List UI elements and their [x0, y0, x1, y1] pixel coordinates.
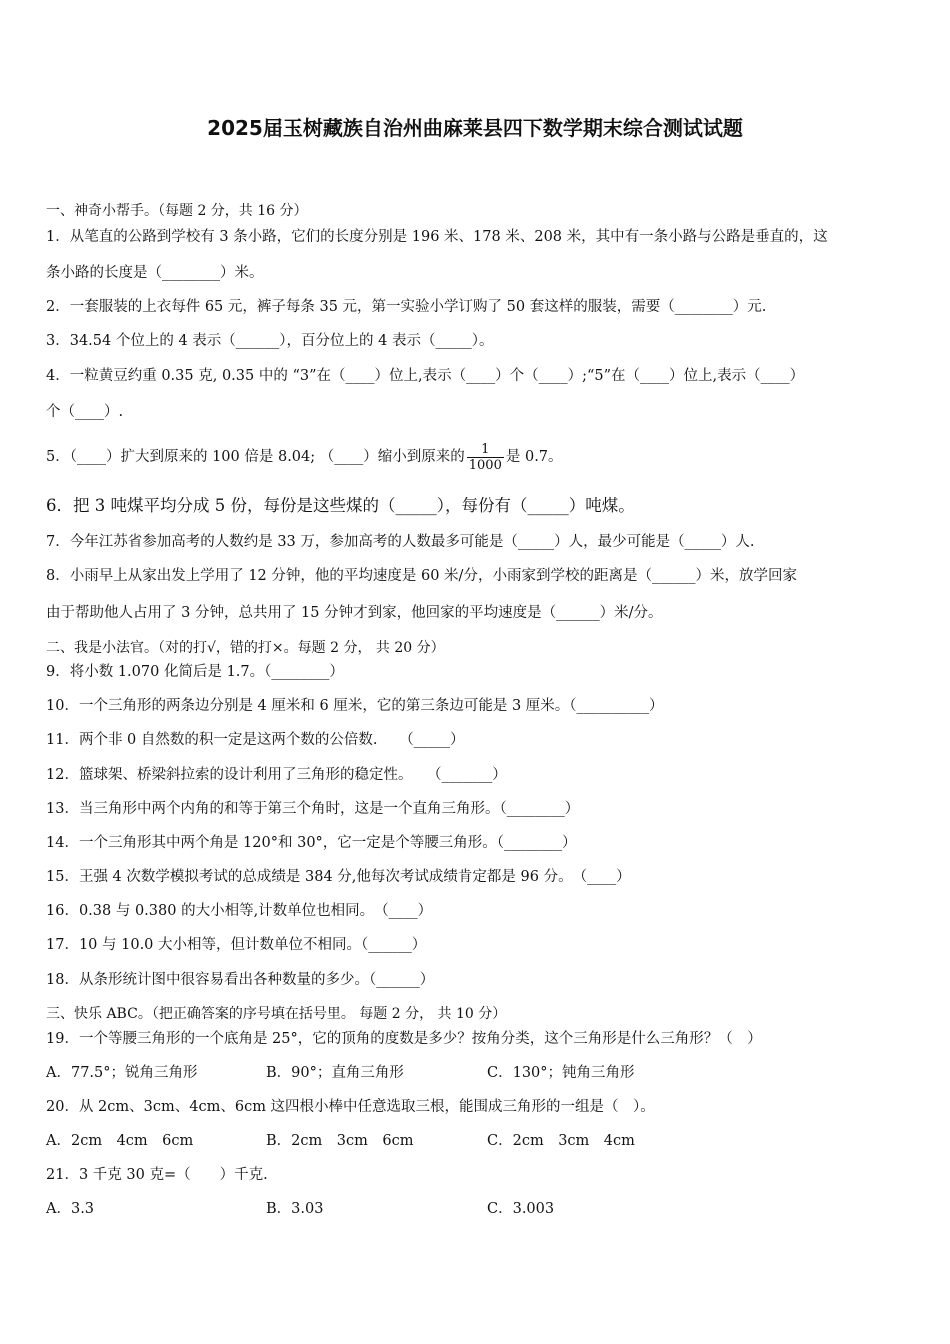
question-6: 6．把 3 吨煤平均分成 5 份，每份是这些煤的（_____），每份有（_____）吨煤。	[46, 496, 635, 515]
fraction-numerator: 1	[481, 441, 490, 457]
question-5-part-1: 5．（____）扩大到原来的 100 倍是 8.04; （____）缩小到原来的	[46, 449, 465, 465]
question-17: 17．10 与 10.0 大小相等，但计数单位不相同。（______）	[46, 937, 427, 953]
question-15: 15．王强 4 次数学模拟考试的总成绩是 384 分,他每次考试成绩肯定都是 96 分。 （____）	[46, 869, 631, 885]
section-1-heading: 一、神奇小帮手。（每题 2 分，共 16 分）	[46, 203, 308, 219]
question-8-line-2: 由于帮助他人占用了 3 分钟，总共用了 15 分钟才到家，他回家的平均速度是（______）米/分。	[46, 605, 663, 621]
question-1-line-1: 1．从笔直的公路到学校有 3 条小路，它们的长度分别是 196 米、178 米、208 米，其中有一条小路与公路是垂直的，这	[46, 229, 828, 245]
question-4-line-2: 个（____）.	[46, 404, 124, 420]
question-4-line-1: 4．一粒黄豆约重 0.35 克, 0.35 中的 “3”在（____）位上,表示（____）个（____）;“5”在（____）位上,表示（____）	[46, 368, 805, 384]
option-b: B．90°；直角三角形	[266, 1065, 404, 1081]
question-13: 13．当三角形中两个内角的和等于第三个角时，这是一个直角三角形。（________）	[46, 801, 580, 817]
question-19: 19．一个等腰三角形的一个底角是 25°，它的顶角的度数是多少？按角分类，这个三角形是什么三角形？（ ）	[46, 1031, 762, 1047]
fraction-one-thousandth	[467, 442, 504, 473]
section-2-heading: 二、我是小法官。（对的打√，错的打×。每题 2 分， 共 20 分）	[46, 640, 445, 656]
option-c: C．2cm 3cm 4cm	[487, 1133, 635, 1149]
option-b: B．3.03	[266, 1201, 324, 1217]
question-11: 11．两个非 0 自然数的积一定是这两个数的公倍数. （_____）	[46, 732, 465, 748]
question-1-line-2: 条小路的长度是（________）米。	[46, 265, 264, 281]
option-c: C．3.003	[487, 1201, 555, 1217]
question-10: 10．一个三角形的两条边分别是 4 厘米和 6 厘米，它的第三条边可能是 3 厘米。（__________）	[46, 698, 664, 714]
question-18: 18．从条形统计图中很容易看出各种数量的多少。（______）	[46, 972, 435, 988]
question-7: 7．今年江苏省参加高考的人数约是 33 万，参加高考的人数最多可能是（_____）人，最少可能是（_____）人.	[46, 534, 755, 550]
option-a: A．3.3	[46, 1201, 95, 1217]
question-14: 14．一个三角形其中两个角是 120°和 30°，它一定是个等腰三角形。（________）	[46, 835, 577, 851]
section-3-heading: 三、快乐 ABC。（把正确答案的序号填在括号里。 每题 2 分， 共 10 分）	[46, 1006, 507, 1022]
question-2: 2．一套服装的上衣每件 65 元，裤子每条 35 元，第一实验小学订购了 50 套这样的服装，需要（________）元.	[46, 299, 767, 315]
question-21: 21．3 千克 30 克=（ ）千克.	[46, 1167, 268, 1183]
option-a: A．2cm 4cm 6cm	[46, 1133, 194, 1149]
question-8-line-1: 8．小雨早上从家出发上学用了 12 分钟，他的平均速度是 60 米/分，小雨家到学校的距离是（______）米，放学回家	[46, 568, 797, 584]
option-a: A．77.5°；锐角三角形	[46, 1065, 198, 1081]
question-9: 9．将小数 1.070 化简后是 1.7。（________）	[46, 664, 344, 680]
page-title: 2025届玉树藏族自治州曲麻莱县四下数学期末综合测试试题	[207, 116, 743, 140]
option-b: B．2cm 3cm 6cm	[266, 1133, 414, 1149]
option-c: C．130°；钝角三角形	[487, 1065, 635, 1081]
fraction-denominator: 1000	[468, 457, 502, 473]
question-3: 3．34.54 个位上的 4 表示（______），百分位上的 4 表示（_____）。	[46, 333, 494, 349]
question-16: 16．0.38 与 0.380 的大小相等,计数单位也相同。 （____）	[46, 903, 433, 919]
question-5	[46, 440, 912, 474]
question-12: 12．篮球架、桥梁斜拉索的设计利用了三角形的稳定性。 （_______）	[46, 767, 507, 783]
question-20: 20．从 2cm、3cm、4cm、6cm 这四根小棒中任意选取三根，能围成三角形的一组是（ ）。	[46, 1099, 655, 1115]
question-5-part-2: 是 0.7。	[505, 449, 563, 465]
